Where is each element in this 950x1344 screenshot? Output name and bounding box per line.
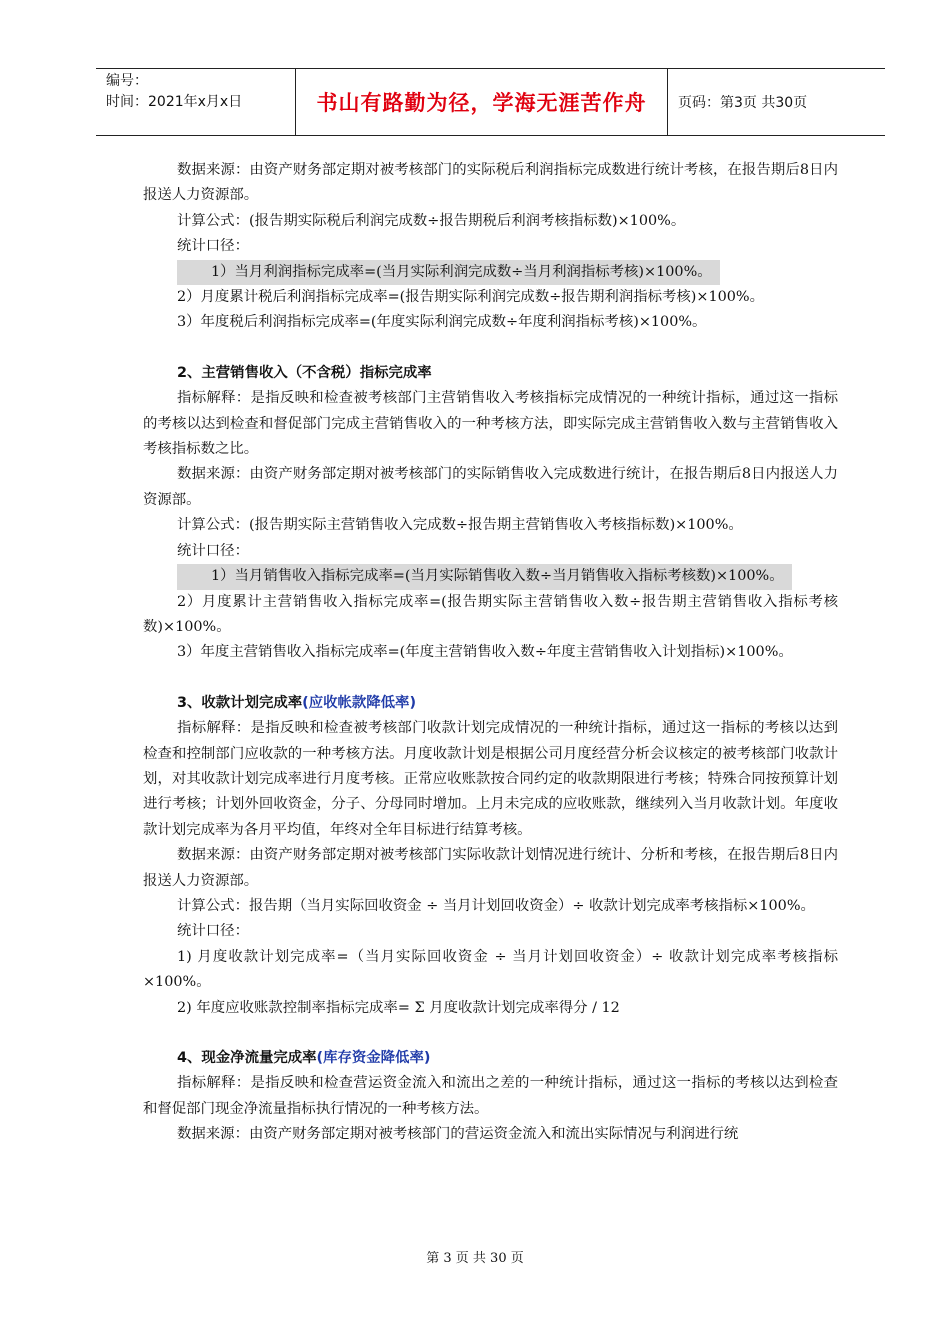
header-meta xyxy=(96,69,296,135)
s1-item-3: 3）年度税后利润指标完成率=(年度实际利润完成数÷年度利润指标考核)×100%。 xyxy=(177,314,707,331)
document-header xyxy=(96,68,885,136)
header-page-info: 页码：第3页 共30页 xyxy=(678,95,808,111)
s2-item-2: 2）月度累计主营销售收入指标完成率=(报告期实际主营销售收入数÷报告期主营销售收入指标考核数)×100%。 xyxy=(143,593,838,635)
s2-formula: 计算公式：(报告期实际主营销售收入完成数÷报告期主营销售收入考核指标数)×100%。 xyxy=(177,517,743,534)
s3-item-1: 1) 月度收款计划完成率=（当月实际回收资金 ÷ 当月计划回收资金）÷ 收款计划完成率考核指标×100%。 xyxy=(143,948,838,991)
doc-time-label: 时间：2021年x月x日 xyxy=(106,94,243,110)
s3-scope: 统计口径： xyxy=(177,923,249,940)
s4-data-source: 数据来源：由资产财务部定期对被考核部门的营运资金流入和流出实际情况与利润进行统 xyxy=(177,1126,739,1143)
s2-item-1 xyxy=(143,564,838,589)
s1-item-1-highlight: 1）当月利润指标完成率=(当月实际利润完成数÷当月利润指标考核)×100%。 xyxy=(177,260,720,285)
s2-scope: 统计口径： xyxy=(177,542,249,559)
doc-number-label: 编号： xyxy=(106,73,148,89)
s4-heading-note: (库存资金降低率) xyxy=(316,1050,431,1066)
s3-explain: 指标解释：是指反映和检查被考核部门收款计划完成情况的一种统计指标，通过这一指标的考核以达到检查和控制部门应收款的一种考核方法。月度收款计划是根据公司月度经营分析会议核定的被考核部门收款计划，对其收款计划完成率进行月度考核。正常应收账款按合同约定的收款期限进行考核；特殊合同按预算计划进行考核；计划外回收资金，分子、分母同时增加。上月未完成的应收账款，继续列入当月收款计划。年度收款计划完成率为各月平均值，年终对全年目标进行结算考核。 xyxy=(143,720,838,838)
s3-formula: 计算公式：报告期（当月实际回收资金 ÷ 当月计划回收资金）÷ 收款计划完成率考核指标×100%。 xyxy=(177,897,815,914)
section-spacer xyxy=(143,666,838,691)
s3-data-source: 数据来源：由资产财务部定期对被考核部门实际收款计划情况进行统计、分析和考核，在报告期后8日内报送人力资源部。 xyxy=(143,847,838,889)
s2-explain: 指标解释：是指反映和检查被考核部门主营销售收入考核指标完成情况的一种统计指标，通过这一指标的考核以达到检查和督促部门完成主营销售收入的一种考核方法，即实际完成主营销售收入数与主营销售收入考核指标数之比。 xyxy=(143,390,838,458)
s2-data-source: 数据来源：由资产财务部定期对被考核部门的实际销售收入完成数进行统计，在报告期后8日内报送人力资源部。 xyxy=(143,466,838,508)
document-body xyxy=(143,158,838,1148)
s3-heading-note: (应收帐款降低率) xyxy=(302,694,417,711)
s1-item-2: 2）月度累计税后利润指标完成率=(报告期实际利润完成数÷报告期利润指标考核)×100%。 xyxy=(177,289,764,306)
header-motto-cell xyxy=(296,69,668,135)
s2-heading: 2、主营销售收入（不含税）指标完成率 xyxy=(177,364,432,381)
s1-scope: 统计口径： xyxy=(177,238,249,255)
s3-heading-text: 3、收款计划完成率 xyxy=(177,694,303,711)
s2-item-3: 3）年度主营销售收入指标完成率=(年度主营销售收入数÷年度主营销售收入计划指标)×100%。 xyxy=(177,644,793,661)
s3-item-2: 2) 年度应收账款控制率指标完成率= Σ 月度收款计划完成率得分 / 12 xyxy=(177,999,620,1016)
s1-item-1 xyxy=(143,260,838,285)
section-spacer xyxy=(143,1021,838,1046)
s1-data-source: 数据来源：由资产财务部定期对被考核部门的实际税后利润指标完成数进行统计考核，在报告期后8日内报送人力资源部。 xyxy=(143,162,838,204)
section-spacer xyxy=(143,336,838,361)
s4-heading-text: 4、现金净流量完成率 xyxy=(177,1050,317,1066)
s4-explain: 指标解释：是指反映和检查营运资金流入和流出之差的一种统计指标，通过这一指标的考核以达到检查和督促部门现金净流量指标执行情况的一种考核方法。 xyxy=(143,1075,838,1117)
s3-heading xyxy=(143,691,838,716)
s2-item-1-highlight: 1）当月销售收入指标完成率=(当月实际销售收入数÷当月销售收入指标考核数)×100%。 xyxy=(177,564,792,589)
s1-formula: 计算公式：(报告期实际税后利润完成数÷报告期税后利润考核指标数)×100%。 xyxy=(177,212,686,229)
s4-heading xyxy=(143,1046,838,1071)
header-motto: 书山有路勤为径，学海无涯苦作舟 xyxy=(316,91,647,115)
page-footer: 第 3 页 共 30 页 xyxy=(426,1251,524,1266)
